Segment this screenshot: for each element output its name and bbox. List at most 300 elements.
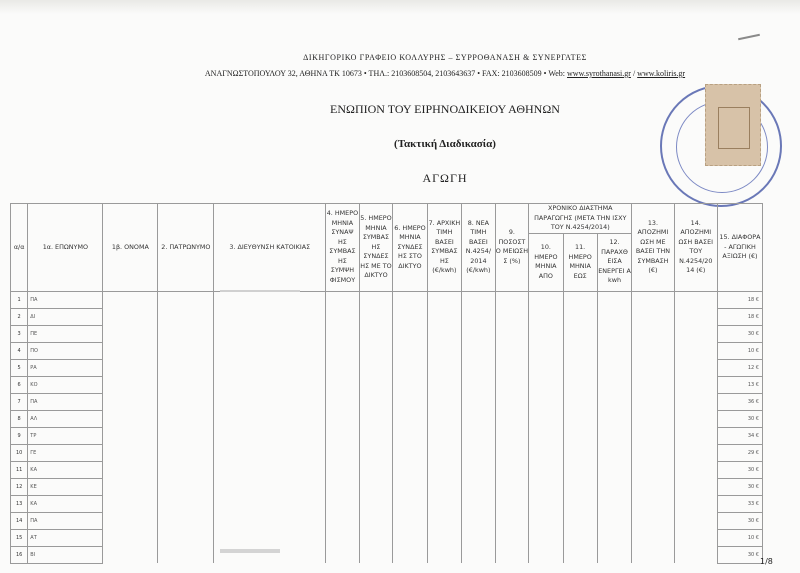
row-number: 5: [11, 359, 28, 376]
redacted-cell: [632, 291, 674, 308]
redacted-cell: [674, 291, 717, 308]
redacted-cell: [427, 512, 461, 529]
redacted-cell: [393, 546, 427, 563]
redacted-cell: [495, 359, 529, 376]
redacted-cell: [103, 478, 158, 495]
redacted-cell: [529, 461, 563, 478]
redacted-cell: [597, 359, 632, 376]
redacted-cell: [326, 529, 360, 546]
row-claim-amount: 29 €: [717, 444, 762, 461]
redacted-cell: [214, 461, 326, 478]
redacted-cell: [359, 478, 393, 495]
redacted-cell: [427, 478, 461, 495]
redacted-cell: [597, 291, 632, 308]
redacted-cell: [563, 546, 597, 563]
table-row: [11, 308, 763, 325]
redacted-cell: [359, 376, 393, 393]
header-initial-price: 7. ΑΡΧΙΚΗ ΤΙΜΗ ΒΑΣΕΙ ΣΥΜΒΑΣ ΗΣ (€/kwh): [427, 204, 461, 292]
link-separator: /: [630, 69, 638, 78]
redacted-cell: [563, 529, 597, 546]
header-address: 3. ΔΙΕΥΘΥΝΣΗ ΚΑΤΟΙΚΙΑΣ: [214, 204, 326, 292]
redacted-cell: [529, 495, 563, 512]
row-surname: ΒΙ: [28, 546, 103, 563]
redacted-cell: [427, 359, 461, 376]
redacted-cell: [495, 444, 529, 461]
row-surname: ΤΡ: [28, 427, 103, 444]
redacted-cell: [158, 393, 214, 410]
redacted-cell: [393, 393, 427, 410]
redacted-cell: [674, 444, 717, 461]
redacted-cell: [674, 376, 717, 393]
redacted-cell: [158, 291, 214, 308]
redacted-cell: [563, 325, 597, 342]
redacted-cell: [214, 393, 326, 410]
redacted-cell: [632, 546, 674, 563]
row-surname: ΔΙ: [28, 308, 103, 325]
redacted-cell: [359, 529, 393, 546]
redacted-cell: [326, 427, 360, 444]
procedure-type: (Τακτική Διαδικασία): [394, 138, 496, 150]
redacted-cell: [632, 410, 674, 427]
redacted-cell: [214, 444, 326, 461]
redacted-cell: [462, 308, 495, 325]
redacted-cell: [214, 512, 326, 529]
row-claim-amount: 10 €: [717, 342, 762, 359]
redacted-cell: [462, 444, 495, 461]
row-number: 6: [11, 376, 28, 393]
row-number: 15: [11, 529, 28, 546]
redacted-cell: [674, 461, 717, 478]
redacted-cell: [462, 512, 495, 529]
redacted-cell: [495, 461, 529, 478]
redacted-cell: [427, 308, 461, 325]
row-number: 12: [11, 478, 28, 495]
redacted-cell: [674, 359, 717, 376]
table-row: [11, 461, 763, 478]
row-surname: ΠΑ: [28, 512, 103, 529]
row-claim-amount: 30 €: [717, 478, 762, 495]
table-row: [11, 342, 763, 359]
redacted-cell: [158, 342, 214, 359]
row-claim-amount: 30 €: [717, 410, 762, 427]
redacted-cell: [597, 410, 632, 427]
redacted-cell: [158, 376, 214, 393]
redacted-cell: [326, 325, 360, 342]
redacted-cell: [529, 291, 563, 308]
redacted-cell: [427, 325, 461, 342]
redacted-cell: [563, 478, 597, 495]
redacted-cell: [495, 478, 529, 495]
redacted-cell: [427, 495, 461, 512]
redacted-cell: [103, 308, 158, 325]
redacted-cell: [326, 342, 360, 359]
redacted-cell: [326, 291, 360, 308]
plaintiffs-table: [10, 203, 763, 564]
redacted-cell: [632, 529, 674, 546]
redacted-cell: [359, 546, 393, 563]
redacted-cell: [674, 410, 717, 427]
redacted-cell: [158, 325, 214, 342]
redacted-cell: [103, 342, 158, 359]
row-claim-amount: 30 €: [717, 546, 762, 563]
redacted-cell: [632, 444, 674, 461]
scan-smudge: [220, 549, 280, 553]
redacted-cell: [393, 308, 427, 325]
redacted-cell: [529, 478, 563, 495]
redacted-cell: [462, 495, 495, 512]
redacted-cell: [326, 376, 360, 393]
redacted-cell: [359, 393, 393, 410]
redacted-cell: [529, 529, 563, 546]
header-father-name: 2. ΠΑΤΡΩΝΥΜΟ: [158, 204, 214, 292]
redacted-cell: [529, 444, 563, 461]
redacted-cell: [674, 427, 717, 444]
redacted-cell: [563, 461, 597, 478]
table-row: [11, 410, 763, 427]
header-first-name: 1β. ΟΝΟΜΑ: [103, 204, 158, 292]
redacted-cell: [393, 410, 427, 427]
redacted-cell: [632, 342, 674, 359]
redacted-cell: [674, 546, 717, 563]
redacted-cell: [495, 427, 529, 444]
table-row: [11, 478, 763, 495]
redacted-cell: [462, 410, 495, 427]
redacted-cell: [359, 461, 393, 478]
redacted-cell: [427, 342, 461, 359]
redacted-cell: [563, 512, 597, 529]
redacted-cell: [632, 478, 674, 495]
redacted-cell: [462, 546, 495, 563]
redacted-cell: [632, 461, 674, 478]
redacted-cell: [214, 342, 326, 359]
redacted-cell: [103, 495, 158, 512]
redacted-cell: [158, 495, 214, 512]
redacted-cell: [563, 427, 597, 444]
redacted-cell: [158, 512, 214, 529]
row-surname: ΠΕ: [28, 325, 103, 342]
redacted-cell: [495, 410, 529, 427]
redacted-cell: [158, 546, 214, 563]
header-energy-kwh: 12. ΠΑΡΑΧΘ ΕΙΣΑ ΕΝΕΡΓΕΙ Α kwh: [597, 233, 632, 291]
redacted-cell: [495, 291, 529, 308]
table-row: [11, 495, 763, 512]
redacted-cell: [529, 546, 563, 563]
redacted-cell: [103, 529, 158, 546]
row-number: 13: [11, 495, 28, 512]
redacted-cell: [158, 410, 214, 427]
website-link-1[interactable]: www.syrothanasi.gr: [567, 69, 631, 78]
scan-top-edge: [0, 0, 800, 14]
redacted-cell: [632, 393, 674, 410]
table-row: [11, 393, 763, 410]
redacted-cell: [427, 393, 461, 410]
redacted-cell: [103, 512, 158, 529]
redacted-cell: [674, 529, 717, 546]
header-surname: 1α. ΕΠΩΝΥΜΟ: [28, 204, 103, 292]
redacted-cell: [495, 529, 529, 546]
row-surname: ΚΑ: [28, 461, 103, 478]
redacted-cell: [359, 359, 393, 376]
redacted-cell: [427, 291, 461, 308]
redacted-cell: [326, 512, 360, 529]
redacted-cell: [158, 427, 214, 444]
redacted-cell: [632, 512, 674, 529]
redacted-cell: [393, 495, 427, 512]
redacted-cell: [495, 546, 529, 563]
redacted-cell: [462, 325, 495, 342]
redacted-cell: [393, 478, 427, 495]
redacted-cell: [103, 325, 158, 342]
row-claim-amount: 30 €: [717, 461, 762, 478]
redacted-cell: [529, 376, 563, 393]
row-number: 4: [11, 342, 28, 359]
redacted-cell: [597, 478, 632, 495]
redacted-cell: [214, 291, 326, 308]
header-date-from: 10. ΗΜΕΡΟ ΜΗΝΙΑ ΑΠΟ: [529, 233, 563, 291]
redacted-cell: [462, 529, 495, 546]
redacted-cell: [632, 427, 674, 444]
redacted-cell: [158, 308, 214, 325]
redacted-cell: [597, 495, 632, 512]
redacted-cell: [326, 546, 360, 563]
row-claim-amount: 18 €: [717, 308, 762, 325]
pen-mark: [738, 34, 760, 41]
website-link-2[interactable]: www.koliris.gr: [637, 69, 686, 78]
redacted-cell: [359, 325, 393, 342]
redacted-cell: [597, 529, 632, 546]
redacted-cell: [597, 427, 632, 444]
redacted-cell: [462, 393, 495, 410]
row-claim-amount: 18 €: [717, 291, 762, 308]
redacted-cell: [563, 342, 597, 359]
redacted-cell: [393, 512, 427, 529]
redacted-cell: [495, 325, 529, 342]
row-claim-amount: 33 €: [717, 495, 762, 512]
table-row: [11, 512, 763, 529]
redacted-cell: [103, 410, 158, 427]
redacted-cell: [632, 359, 674, 376]
redacted-cell: [393, 444, 427, 461]
redacted-cell: [103, 461, 158, 478]
redacted-cell: [597, 308, 632, 325]
row-claim-amount: 10 €: [717, 529, 762, 546]
redacted-cell: [462, 359, 495, 376]
redacted-cell: [495, 342, 529, 359]
firm-address: [60, 69, 800, 78]
redacted-cell: [393, 427, 427, 444]
redacted-cell: [359, 495, 393, 512]
header-production-period: ΧΡΟΝΙΚΟ ΔΙΑΣΤΗΜΑ ΠΑΡΑΓΩΓΗΣ (ΜΕΤΑ ΤΗΝ ΙΣΧΥ ΤΟΥ Ν.4254/2014): [529, 204, 632, 234]
redacted-cell: [393, 461, 427, 478]
redacted-cell: [563, 495, 597, 512]
redacted-cell: [214, 427, 326, 444]
redacted-cell: [214, 529, 326, 546]
redacted-cell: [103, 376, 158, 393]
firm-name: ΔΙΚΗΓΟΡΙΚΟ ΓΡΑΦΕΙΟ ΚΟΛΛΥΡΗΣ – ΣΥΡΡΟΘΑΝΑΣΗ & ΣΥΝΕΡΓΑΤΕΣ: [303, 53, 587, 62]
header-aa: α/α: [11, 204, 28, 292]
redacted-cell: [495, 376, 529, 393]
redacted-cell: [214, 478, 326, 495]
redacted-cell: [495, 393, 529, 410]
redacted-cell: [529, 325, 563, 342]
redacted-cell: [214, 495, 326, 512]
redacted-cell: [674, 495, 717, 512]
redacted-cell: [495, 308, 529, 325]
redacted-cell: [597, 461, 632, 478]
row-claim-amount: 30 €: [717, 512, 762, 529]
redacted-cell: [359, 512, 393, 529]
header-connection-contract-date: 5. ΗΜΕΡΟ ΜΗΝΙΑ ΣΥΜΒΑΣ ΗΣ ΣΥΝΔΕΣ ΗΣ ΜΕ ΤΟ ΔΙΚΤΥΟ: [359, 204, 393, 292]
redacted-cell: [529, 427, 563, 444]
row-number: 2: [11, 308, 28, 325]
redacted-cell: [563, 359, 597, 376]
redacted-cell: [393, 376, 427, 393]
row-surname: ΑΤ: [28, 529, 103, 546]
header-contract-date: 4. ΗΜΕΡΟ ΜΗΝΙΑ ΣΥΝΑΨ ΗΣ ΣΥΜΒΑΣ ΗΣ ΣΥΜΨΗ ΦΙΣΜΟΥ: [326, 204, 360, 292]
redacted-cell: [563, 308, 597, 325]
redacted-cell: [632, 376, 674, 393]
header-compensation-law: 14. ΑΠΟΖΗΜΙ ΩΣΗ ΒΑΣΕΙ ΤΟΥ Ν.4254/20 14 (€): [674, 204, 717, 292]
redacted-cell: [326, 461, 360, 478]
table-row: [11, 325, 763, 342]
redacted-cell: [427, 546, 461, 563]
redacted-cell: [214, 308, 326, 325]
redacted-cell: [393, 325, 427, 342]
redacted-cell: [632, 308, 674, 325]
redacted-cell: [563, 291, 597, 308]
redacted-cell: [393, 291, 427, 308]
redacted-cell: [158, 461, 214, 478]
redacted-cell: [674, 308, 717, 325]
redacted-cell: [597, 444, 632, 461]
row-number: 7: [11, 393, 28, 410]
redacted-cell: [563, 410, 597, 427]
row-claim-amount: 30 €: [717, 325, 762, 342]
redacted-cell: [103, 359, 158, 376]
court-title: ΕΝΩΠΙΟΝ ΤΟΥ ΕΙΡΗΝΟΔΙΚΕΙΟΥ ΑΘΗΝΩΝ: [330, 102, 560, 116]
redacted-cell: [214, 325, 326, 342]
address-text: ΑΝΑΓΝΩΣΤΟΠΟΥΛΟΥ 32, ΑΘΗΝΑ ΤΚ 10673 • ΤΗΛ.: 2103608504, 2103643637 • FAX: 2103608509 • Web:: [204, 69, 568, 78]
header-difference-claim: 15. ΔΙΑΦΟΡΑ - ΑΓΩΓΙΚΗ ΑΞΙΩΣΗ (€): [717, 204, 762, 292]
row-number: 16: [11, 546, 28, 563]
row-claim-amount: 12 €: [717, 359, 762, 376]
redacted-cell: [393, 529, 427, 546]
header-new-price: 8. ΝΕΑ ΤΙΜΗ ΒΑΣΕΙ Ν.4254/ 2014 (€/kwh): [462, 204, 495, 292]
redacted-cell: [103, 291, 158, 308]
table-row: [11, 444, 763, 461]
header-connection-date: 6. ΗΜΕΡΟ ΜΗΝΙΑ ΣΥΝΔΕΣ ΗΣ ΣΤΟ ΔΙΚΤΥΟ: [393, 204, 427, 292]
row-surname: ΠΟ: [28, 342, 103, 359]
row-claim-amount: 36 €: [717, 393, 762, 410]
revenue-stamp: [705, 84, 761, 166]
redacted-cell: [103, 444, 158, 461]
redacted-cell: [674, 393, 717, 410]
document-title: ΑΓΩΓΗ: [422, 171, 468, 185]
row-surname: ΡΑ: [28, 359, 103, 376]
header-date-to: 11. ΗΜΕΡΟ ΜΗΝΙΑ ΕΩΣ: [563, 233, 597, 291]
redacted-cell: [529, 410, 563, 427]
row-surname: ΓΕ: [28, 444, 103, 461]
redacted-cell: [563, 393, 597, 410]
redacted-cell: [359, 427, 393, 444]
redacted-cell: [214, 376, 326, 393]
header-compensation-contract: 13. ΑΠΟΖΗΜΙ ΩΣΗ ΜΕ ΒΑΣΕΙ ΤΗΝ ΣΥΜΒΑΣΗ (€): [632, 204, 674, 292]
row-claim-amount: 34 €: [717, 427, 762, 444]
row-number: 1: [11, 291, 28, 308]
redacted-cell: [214, 410, 326, 427]
row-surname: ΚΑ: [28, 495, 103, 512]
row-surname: ΠΑ: [28, 393, 103, 410]
redacted-cell: [393, 359, 427, 376]
redacted-cell: [563, 444, 597, 461]
redacted-cell: [103, 393, 158, 410]
redacted-cell: [674, 342, 717, 359]
scan-smudge: [220, 290, 300, 292]
row-number: 9: [11, 427, 28, 444]
redacted-cell: [462, 376, 495, 393]
row-number: 11: [11, 461, 28, 478]
redacted-cell: [359, 410, 393, 427]
redacted-cell: [462, 478, 495, 495]
redacted-cell: [632, 325, 674, 342]
row-surname: ΠΑ: [28, 291, 103, 308]
table-row: [11, 427, 763, 444]
redacted-cell: [597, 325, 632, 342]
redacted-cell: [529, 308, 563, 325]
redacted-cell: [326, 495, 360, 512]
row-number: 10: [11, 444, 28, 461]
redacted-cell: [462, 342, 495, 359]
redacted-cell: [158, 359, 214, 376]
row-surname: ΚΕ: [28, 478, 103, 495]
redacted-cell: [326, 308, 360, 325]
redacted-cell: [326, 444, 360, 461]
revenue-stamp-figure: [718, 107, 750, 149]
redacted-cell: [359, 444, 393, 461]
table-row: [11, 529, 763, 546]
redacted-cell: [563, 376, 597, 393]
row-number: 8: [11, 410, 28, 427]
redacted-cell: [393, 342, 427, 359]
redacted-cell: [674, 512, 717, 529]
table-row: [11, 291, 763, 308]
redacted-cell: [529, 512, 563, 529]
redacted-cell: [597, 512, 632, 529]
redacted-cell: [597, 376, 632, 393]
redacted-cell: [462, 291, 495, 308]
redacted-cell: [529, 393, 563, 410]
redacted-cell: [674, 478, 717, 495]
row-number: 3: [11, 325, 28, 342]
redacted-cell: [597, 546, 632, 563]
redacted-cell: [462, 427, 495, 444]
redacted-cell: [214, 359, 326, 376]
redacted-cell: [597, 342, 632, 359]
redacted-cell: [359, 291, 393, 308]
redacted-cell: [597, 393, 632, 410]
row-number: 14: [11, 512, 28, 529]
table-row: [11, 359, 763, 376]
redacted-cell: [529, 359, 563, 376]
redacted-cell: [158, 478, 214, 495]
redacted-cell: [103, 427, 158, 444]
redacted-cell: [158, 529, 214, 546]
redacted-cell: [427, 410, 461, 427]
redacted-cell: [326, 478, 360, 495]
row-claim-amount: 13 €: [717, 376, 762, 393]
redacted-cell: [427, 376, 461, 393]
redacted-cell: [326, 393, 360, 410]
